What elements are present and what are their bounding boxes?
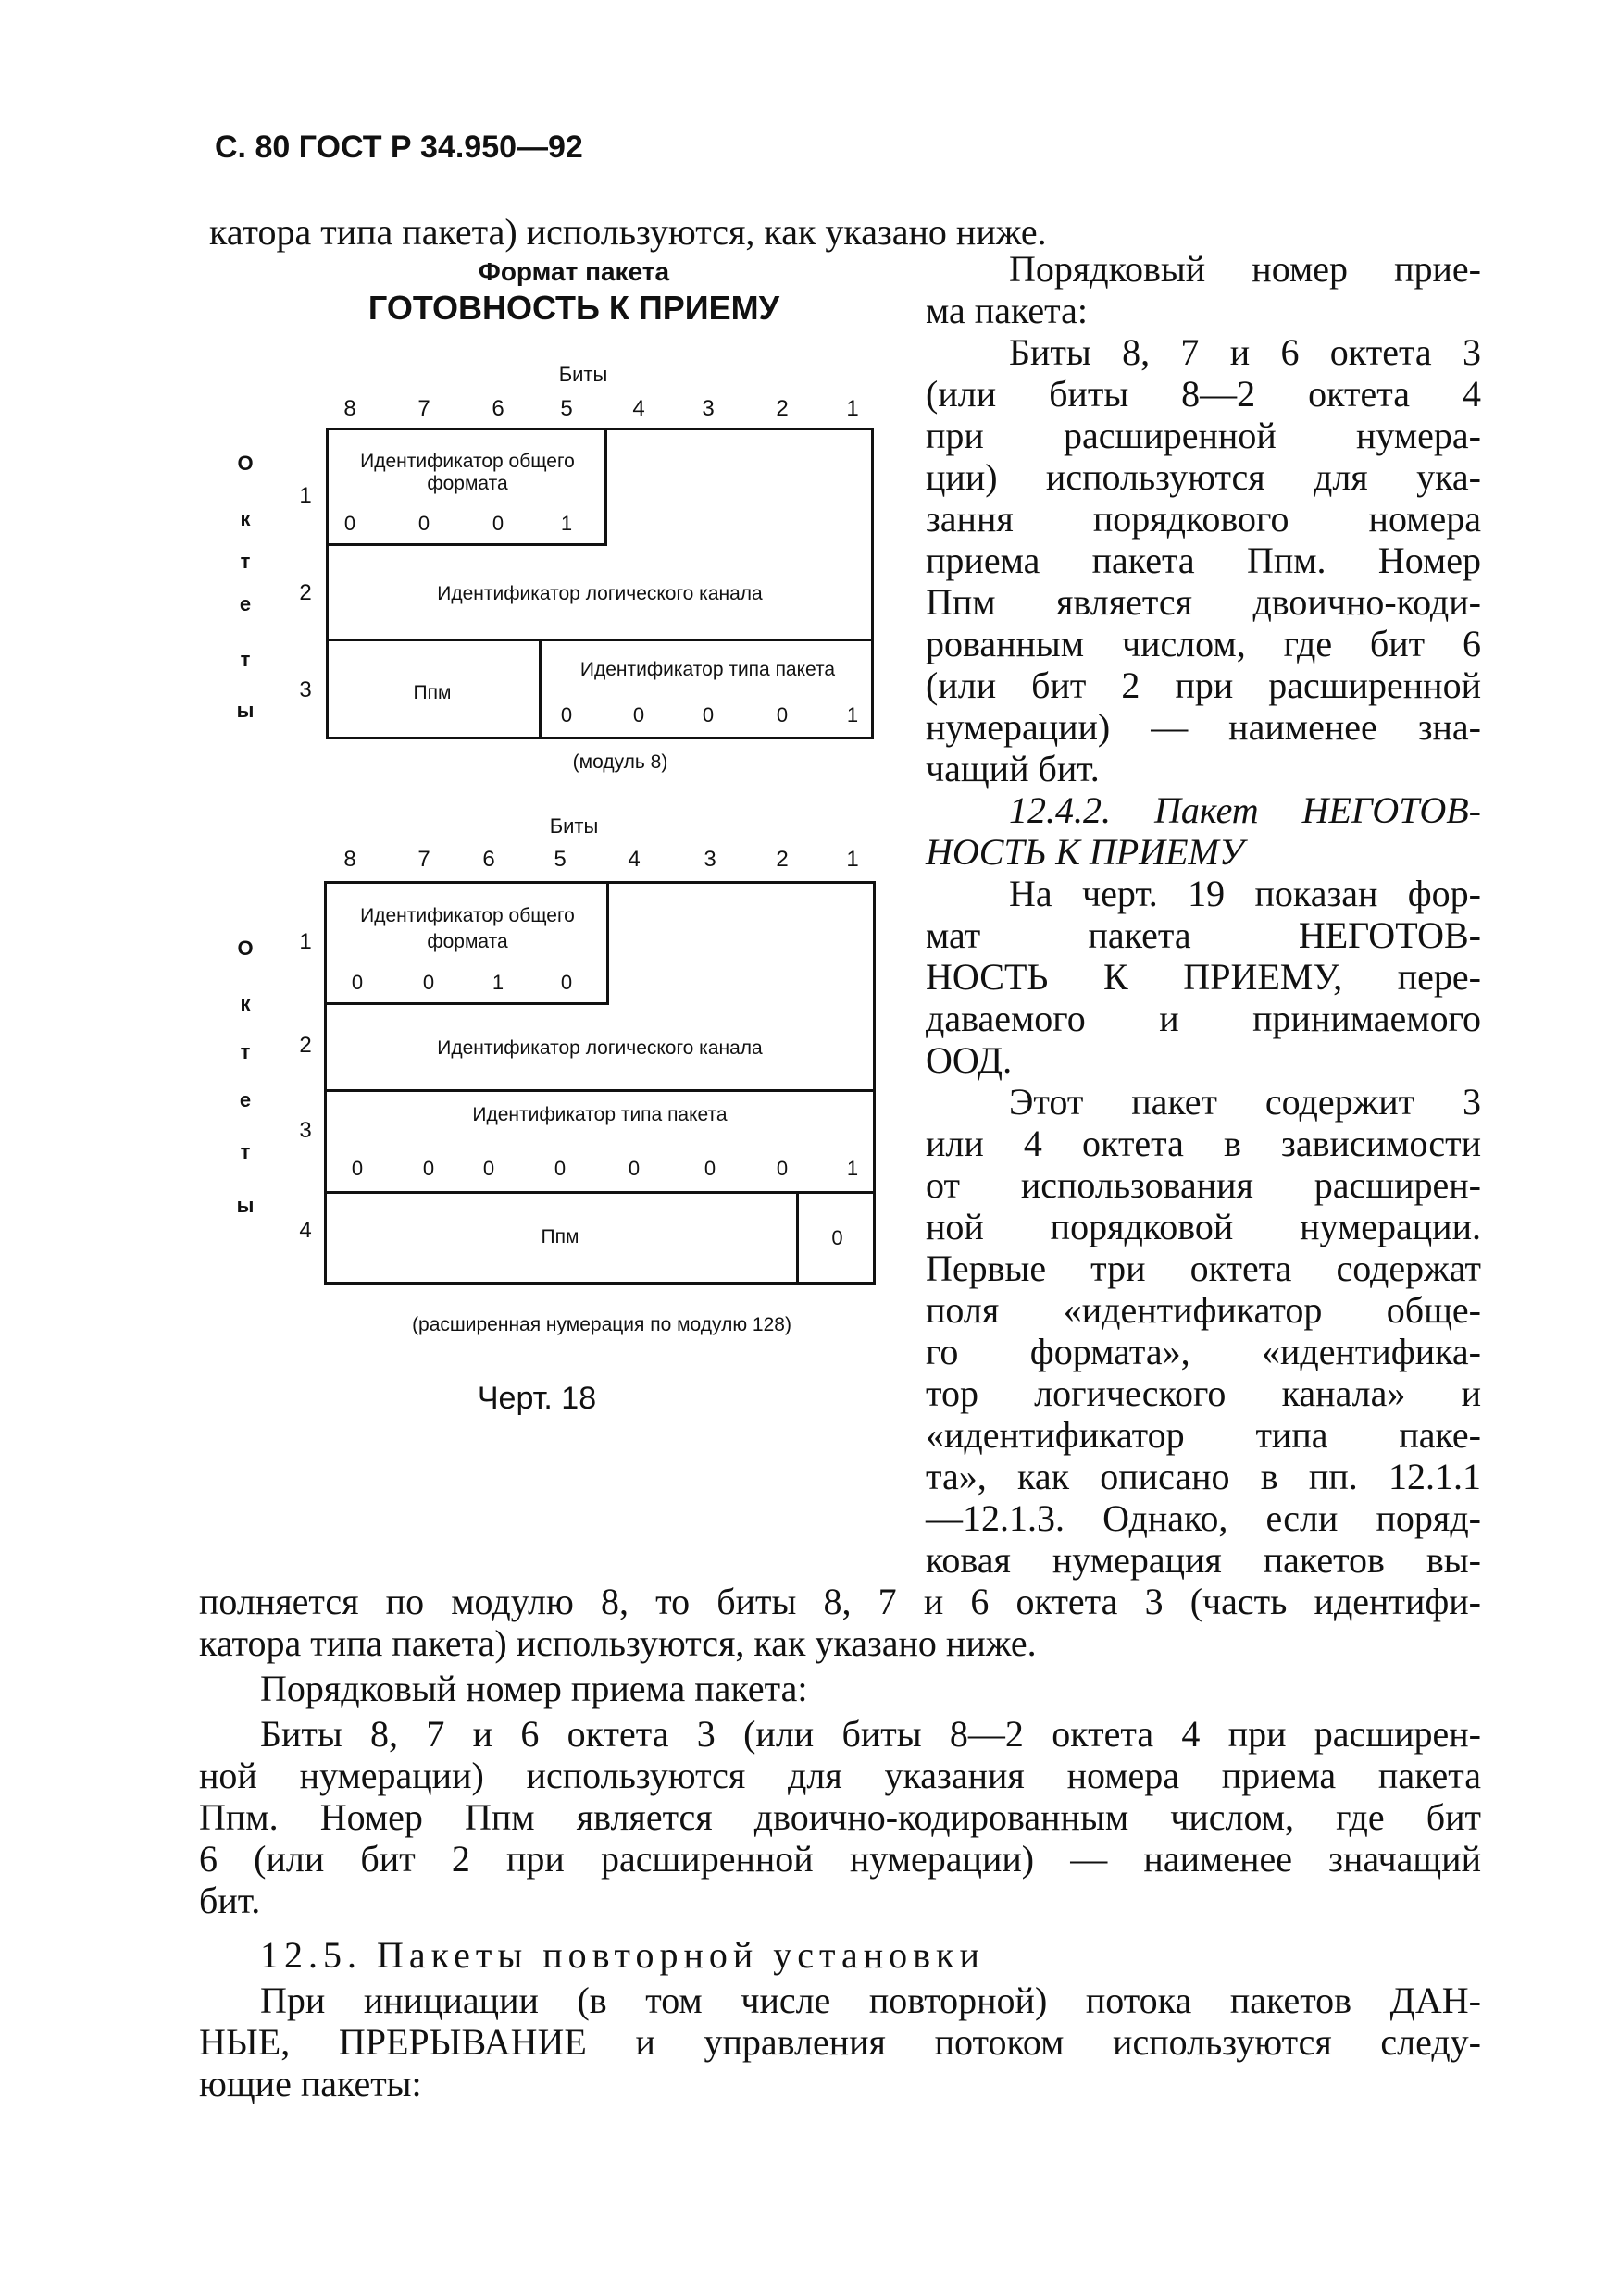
text-line: нумерации) — наименее зна-	[926, 706, 1481, 748]
octet-divider	[324, 1089, 876, 1092]
text-line: от использования расширен-	[926, 1164, 1481, 1206]
lci-label: Идентификатор логического канала	[437, 583, 763, 604]
bit-number: 2	[776, 396, 789, 421]
octet-divider	[324, 1191, 876, 1194]
text-line: ции) используются для ука-	[926, 456, 1481, 498]
bit-value: 0	[417, 512, 430, 535]
bit-number: 3	[702, 396, 715, 421]
text-line: На черт. 19 показан фор-	[1009, 873, 1481, 914]
octet-number: 2	[299, 580, 312, 605]
bit-number: 6	[482, 847, 495, 872]
bit-value: 1	[560, 512, 573, 535]
text-line: Порядковый номер прие-	[1009, 248, 1481, 290]
bit-number: 4	[628, 847, 641, 872]
text-line: тор логического канала» и	[926, 1372, 1481, 1414]
bits-label: Биты	[549, 814, 599, 838]
text-line: Этот пакет содержит 3	[1009, 1081, 1481, 1123]
ppm-label: Ппм	[541, 1226, 579, 1247]
octet-divider	[326, 639, 874, 641]
bit-number: 4	[632, 396, 645, 421]
lci-label: Идентификатор логического канала	[437, 1037, 763, 1059]
bit-value: 0	[628, 1157, 641, 1180]
text-line: Ппм является двоично-коди-	[926, 581, 1481, 623]
page-header: С. 80 ГОСТ Р 34.950—92	[215, 130, 583, 165]
octet-number: 4	[299, 1218, 312, 1243]
section-heading: 12.5. Пакеты повторной установки	[260, 1934, 985, 1976]
bit-number: 7	[417, 847, 430, 872]
bit-value: 0	[554, 1157, 567, 1180]
octets-letter: е	[239, 1088, 252, 1111]
text-line: зання порядкового номера	[926, 498, 1481, 540]
text-line: ной нумерации) используются для указания номера приема пакета	[199, 1755, 1481, 1796]
octet-number: 1	[299, 483, 312, 508]
bit-value: 0	[704, 1157, 716, 1180]
bit-number: 5	[560, 396, 573, 421]
text-line: —12.1.3. Однако, если поряд-	[926, 1497, 1481, 1539]
figure-caption: Черт. 18	[477, 1381, 597, 1416]
bit-number: 7	[417, 396, 430, 421]
octet-number: 3	[299, 677, 312, 702]
bit-value: 0	[776, 703, 789, 726]
octets-letter: к	[240, 992, 251, 1015]
text-line: или 4 октета в зависимости	[926, 1123, 1481, 1164]
bit-value: 1	[846, 703, 859, 726]
text-line: Биты 8, 7 и 6 октета 3 (или биты 8—2 октета 4 при расширен-	[260, 1713, 1481, 1755]
text-line: ющие пакеты:	[199, 2063, 422, 2104]
octets-letter: О	[237, 937, 254, 960]
text-line: та», как описано в пп. 12.1.1	[926, 1456, 1481, 1497]
text-line: 6 (или бит 2 при расширенной нумерации) — наименее значащий	[199, 1838, 1481, 1880]
bit-value: 0	[632, 703, 645, 726]
right-column-text	[926, 248, 1481, 1581]
text-line: ма пакета:	[926, 290, 1088, 331]
text-line: Первые три октета содержат	[926, 1247, 1481, 1289]
octet-number: 1	[299, 929, 312, 954]
text-line: приема пакета Ппм. Номер	[926, 540, 1481, 581]
octets-letter: О	[237, 452, 254, 475]
text-line: го формата», «идентифика-	[926, 1331, 1481, 1372]
text-line: НОСТЬ К ПРИЕМУ, пере-	[926, 956, 1481, 998]
octets-letter: е	[239, 592, 252, 615]
bit-number: 3	[704, 847, 716, 872]
gfi-label: Идентификатор общего формата	[360, 905, 575, 952]
gfi-label: Идентификатор общего формата	[360, 451, 575, 494]
ppm-pti-divider	[539, 639, 542, 739]
text-line: При инициации (в том числе повторной) потока пакетов ДАН-	[260, 1980, 1481, 2021]
text-line: (или биты 8—2 октета 4	[926, 373, 1481, 415]
octet-number: 3	[299, 1118, 312, 1143]
text-line: поля «идентификатор обще-	[926, 1289, 1481, 1331]
text-line: ковая нумерация пакетов вы-	[926, 1539, 1481, 1581]
text-line: Порядковый номер приема пакета:	[260, 1668, 808, 1709]
bottom-text	[199, 1581, 1481, 2104]
octets-letter: к	[240, 507, 251, 530]
bit-value: 0	[422, 971, 435, 994]
diagram-caption: (модуль 8)	[572, 751, 668, 773]
bits-label: Биты	[558, 363, 608, 386]
subsection-heading-line: НОСТЬ К ПРИЕМУ	[926, 831, 1244, 873]
bit-value: 0	[492, 512, 504, 535]
ppm-label: Ппм	[413, 682, 452, 703]
diagram-caption: (расширенная нумерация по модулю 128)	[412, 1314, 791, 1335]
bit-number: 8	[343, 396, 356, 421]
pti-label: Идентификатор типа пакета	[472, 1104, 728, 1125]
pti-label: Идентификатор типа пакета	[579, 659, 836, 680]
text-line: бит.	[199, 1880, 261, 1921]
bit-value: 0	[422, 1157, 435, 1180]
subsection-heading-line: 12.4.2. Пакет НЕГОТОВ-	[1009, 789, 1481, 831]
text-line: мат пакета НЕГОТОВ-	[926, 914, 1481, 956]
bit-value: 0	[343, 512, 356, 535]
text-line: «идентификатор типа паке-	[926, 1414, 1481, 1456]
octets-letter: т	[240, 550, 251, 573]
text-line: (или бит 2 при расширенной	[926, 664, 1481, 706]
bit-value: 0	[776, 1157, 789, 1180]
bit-value: 1	[846, 1157, 859, 1180]
text-line: полняется по модулю 8, то биты 8, 7 и 6 октета 3 (часть идентифи-	[199, 1581, 1481, 1622]
bit-number: 2	[776, 847, 789, 872]
octet-number: 2	[299, 1033, 312, 1058]
text-line: катора типа пакета) используются, как указано ниже.	[199, 1622, 1037, 1664]
bit-value: 0	[702, 703, 715, 726]
octets-letter: т	[240, 1140, 251, 1163]
text-line: Биты 8, 7 и 6 октета 3	[1009, 331, 1481, 373]
bit-number: 8	[343, 847, 356, 872]
bit-number: 6	[492, 396, 504, 421]
bit-value: 0	[482, 1157, 495, 1180]
bit-value: 1	[492, 971, 504, 994]
text-line: чащий бит.	[926, 748, 1100, 789]
bit-value: 0	[560, 703, 573, 726]
bit-value: 0	[351, 1157, 364, 1180]
text-line: даваемого и принимаемого	[926, 998, 1481, 1039]
text-line: при расширенной нумера-	[926, 415, 1481, 456]
text-line: ООД.	[926, 1039, 1013, 1081]
octets-letter: т	[240, 648, 251, 671]
octets-letter: ы	[236, 1194, 255, 1217]
last-bit-value: 0	[831, 1226, 843, 1249]
octets-letter: т	[240, 1040, 251, 1063]
octets-letter: ы	[236, 699, 255, 722]
bit-number: 1	[846, 847, 859, 872]
figure-title-large: ГОТОВНОСТЬ К ПРИЕМУ	[367, 289, 780, 327]
text-line: Ппм. Номер Ппм является двоично-кодированным числом, где бит	[199, 1796, 1481, 1838]
figure-title-small: Формат пакета	[478, 257, 670, 286]
top-continuation-line: катора типа пакета) используются, как указано ниже.	[209, 211, 1047, 253]
bit-value: 0	[560, 971, 573, 994]
text-line: НЫЕ, ПРЕРЫВАНИЕ и управления потоком используются следу-	[199, 2021, 1481, 2063]
bit-value: 0	[351, 971, 364, 994]
text-line: рованным числом, где бит 6	[926, 623, 1481, 664]
bit-number: 1	[846, 396, 859, 421]
text-line: ной порядковой нумерации.	[926, 1206, 1481, 1247]
bit-number: 5	[554, 847, 567, 872]
